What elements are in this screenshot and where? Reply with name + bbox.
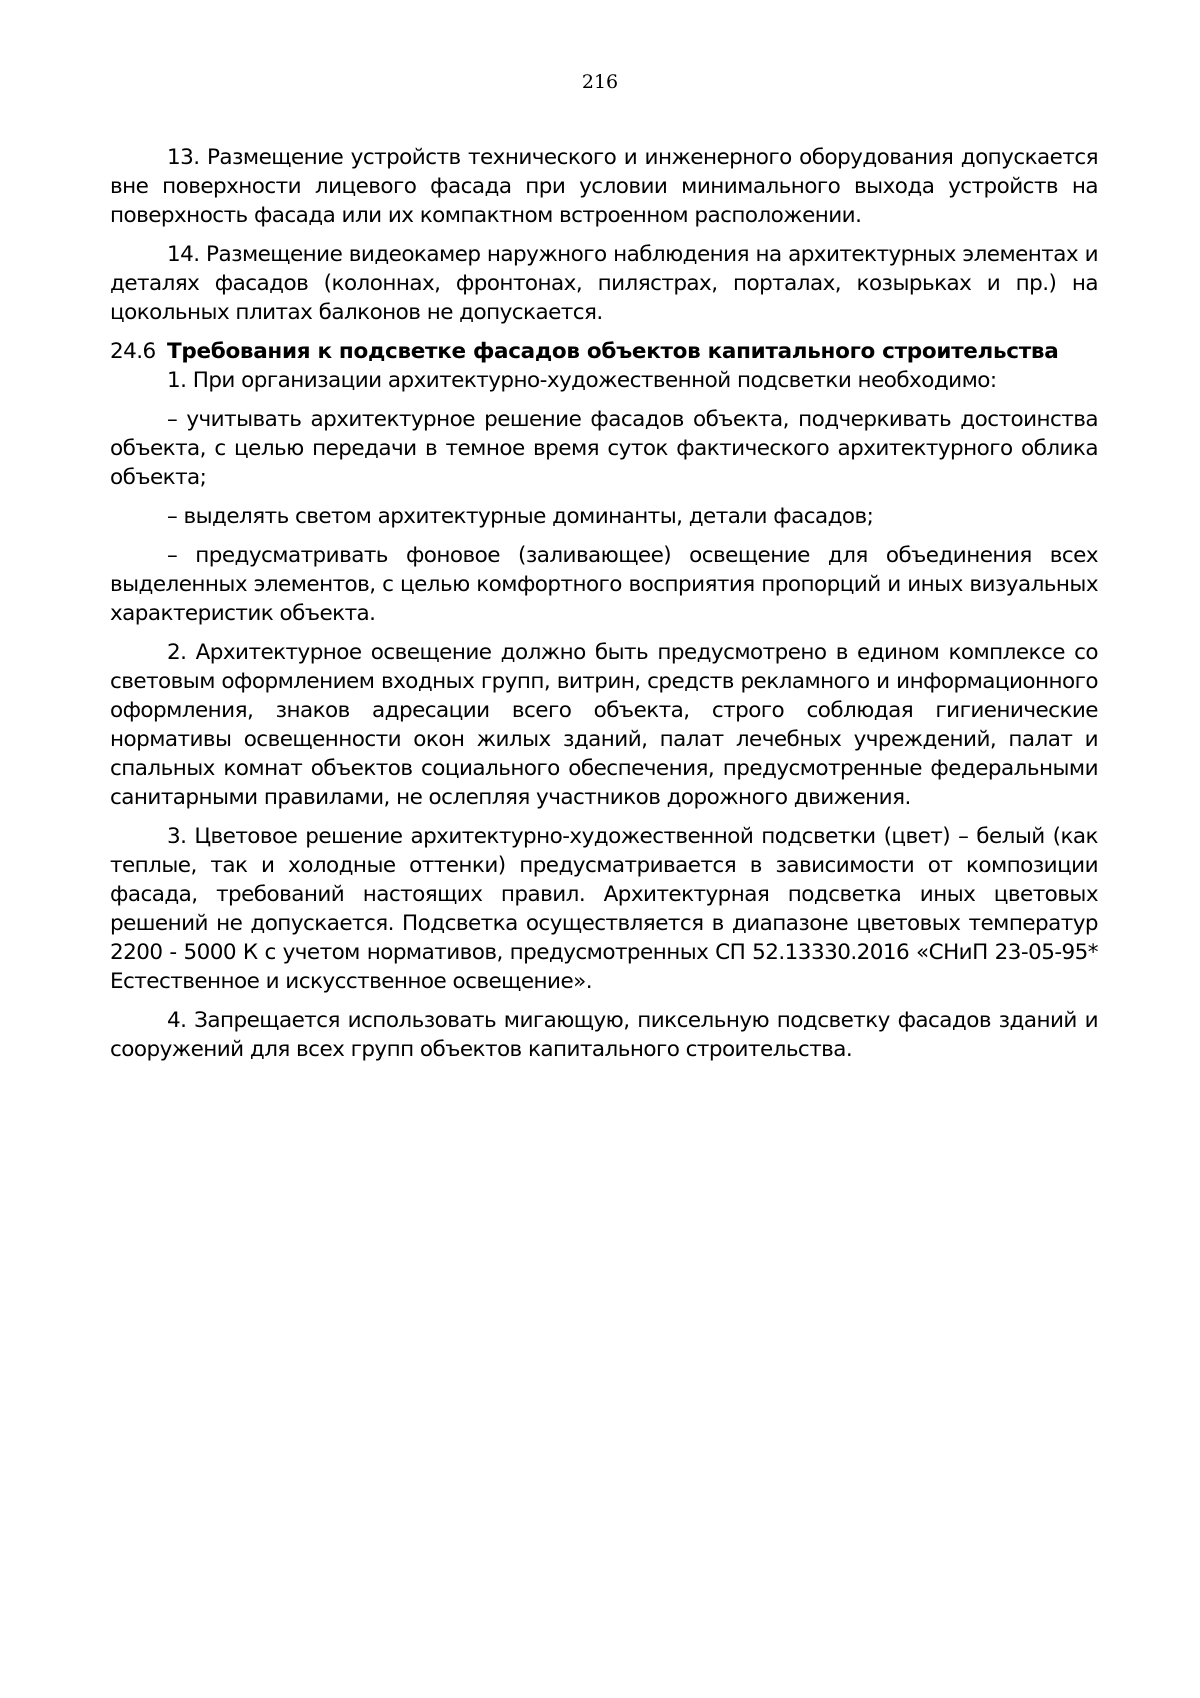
paragraph-14: 14. Размещение видеокамер наружного наблюдения на архитектурных элементах и деталях фасадов (колоннах, фронтонах, пилястрах, порталах, козырьках и пр.) на цокольных плитах балконов не допускается. [110, 242, 1098, 325]
item-1: 1. При организации архитектурно-художественной подсветки необходимо: [167, 368, 997, 393]
item-1-bullet-c: – предусматривать фоновое (заливающее) освещение для объединения всех выделенных элементов, с целью комфортного восприятия пропорций и иных визуальных характеристик объекта. [110, 543, 1098, 626]
item-1-bullet-b: – выделять светом архитектурные доминанты, детали фасадов; [167, 504, 874, 529]
item-2: 2. Архитектурное освещение должно быть предусмотрено в едином комплексе со световым оформлением входных групп, витрин, средств рекламного и информационного оформления, знаков адресации всего объекта, строго соблюдая гигиенические нормативы освещенности окон жилых зданий, палат лечебных учреждений, палат и спальных комнат объектов социального обеспечения, предусмотренные федеральными санитарными правилами, не ослепляя участников дорожного движения. [110, 640, 1098, 810]
section-heading [110, 337, 1098, 366]
item-4: 4. Запрещается использовать мигающую, пиксельную подсветку фасадов зданий и сооружений для всех групп объектов капитального строительства. [110, 1008, 1098, 1062]
item-1-bullet-a: – учитывать архитектурное решение фасадов объекта, подчеркивать достоинства объекта, с целью передачи в темное время суток фактического архитектурного облика объекта; [110, 407, 1098, 490]
paragraph-13: 13. Размещение устройств технического и инженерного оборудования допускается вне поверхности лицевого фасада при условии минимального выхода устройств на поверхность фасада или их компактном встроенном расположении. [110, 145, 1098, 228]
item-3: 3. Цветовое решение архитектурно-художественной подсветки (цвет) – белый (как теплые, так и холодные оттенки) предусматривается в зависимости от композиции фасада, требований настоящих правил. Архитектурная подсветка иных цветовых решений не допускается. Подсветка осуществляется в диапазоне цветовых температур 2200 - 5000 К с учетом нормативов, предусмотренных СП 52.13330.2016 «СНиП 23-05-95* Естественное и искусственное освещение». [110, 824, 1098, 994]
document-body [110, 143, 1098, 1074]
section-title: Требования к подсветке фасадов объектов капитального строительства [167, 339, 1059, 364]
page-number: 216 [581, 71, 619, 93]
section-number: 24.6 [110, 339, 156, 364]
